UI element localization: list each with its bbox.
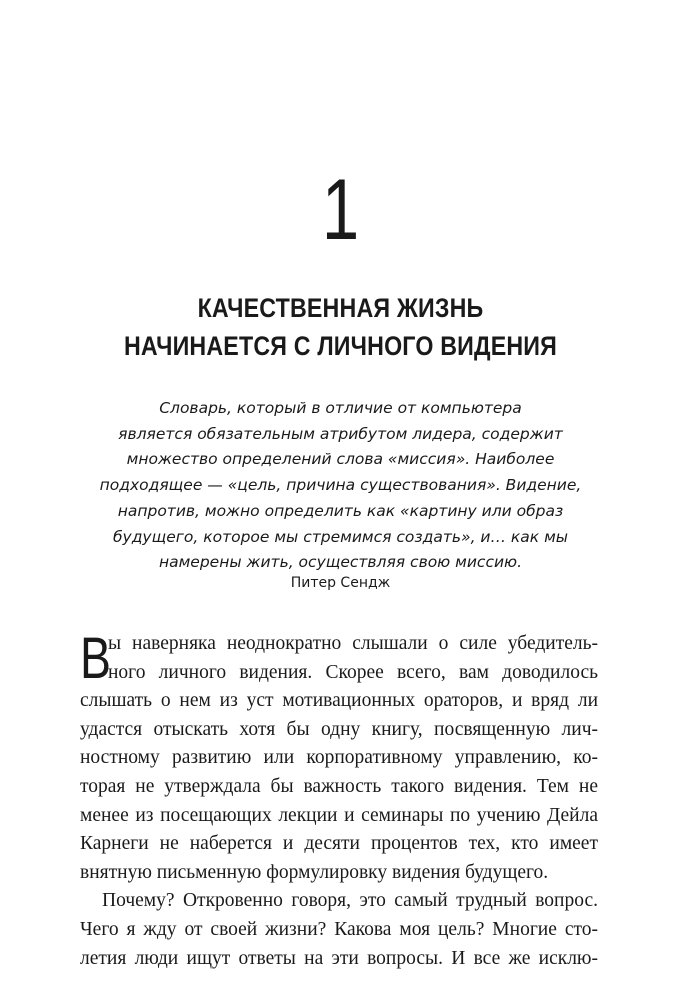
epigraph-author: Питер Сендж [290, 575, 391, 591]
chapter-title-line: НАЧИНАЕТСЯ С ЛИЧНОГО ВИДЕНИЯ [123, 331, 558, 361]
body-line: ностному развитию или корпоративному управлению, ко- [80, 747, 598, 769]
body-line: торая не утверждала бы важность такого видения. Тем не [80, 775, 598, 797]
body-line: удастся отыскать хотя бы одну книгу, посвященную лич- [80, 718, 598, 740]
chapter-number: 1 [321, 162, 360, 258]
body-line: Карнеги не наберется и десяти процентов тех, кто имеет [80, 833, 598, 855]
body-line: слышать о нем из уст мотивационных ораторов, и вряд ли [80, 690, 598, 712]
body-line: летия люди ищут ответы на эти вопросы. И все же исклю- [80, 947, 598, 969]
epigraph [0, 396, 681, 576]
body-line: внятную письменную формулировку видения будущего. [80, 861, 549, 883]
body-line: ного личного видения. Скорее всего, вам доводилось [108, 661, 598, 683]
body-line: Почему? Откровенно говоря, это самый трудный вопрос. [102, 890, 598, 912]
body-line: Чего я жду от своей жизни? Какова моя цель? Многие сто- [80, 918, 598, 940]
epigraph-line: Словарь, который в отличие от компьютера [159, 399, 522, 417]
epigraph-line: напротив, можно определить как «картину или образ [117, 501, 564, 520]
epigraph-line: намерены жить, осуществляя свою миссию. [158, 553, 523, 572]
epigraph-line: множество определений слова «миссия». Наиболее [126, 450, 555, 469]
epigraph-line: будущего, которое мы стремимся создать», и… как мы [112, 527, 569, 546]
body-line: менее из посещающих лекции и семинары по учению Дейла [80, 804, 598, 826]
drop-cap: В [80, 626, 111, 691]
chapter-title-line: КАЧЕСТВЕННАЯ ЖИЗНЬ [197, 293, 484, 323]
epigraph-line: является обязательным атрибутом лидера, содержит [118, 424, 563, 443]
body-text [80, 626, 598, 973]
epigraph-line: подходящее — «цель, причина существования». Видение, [99, 476, 582, 495]
body-line: ы наверняка неоднократно слышали о силе убедитель- [108, 633, 598, 654]
chapter-title [0, 289, 681, 365]
